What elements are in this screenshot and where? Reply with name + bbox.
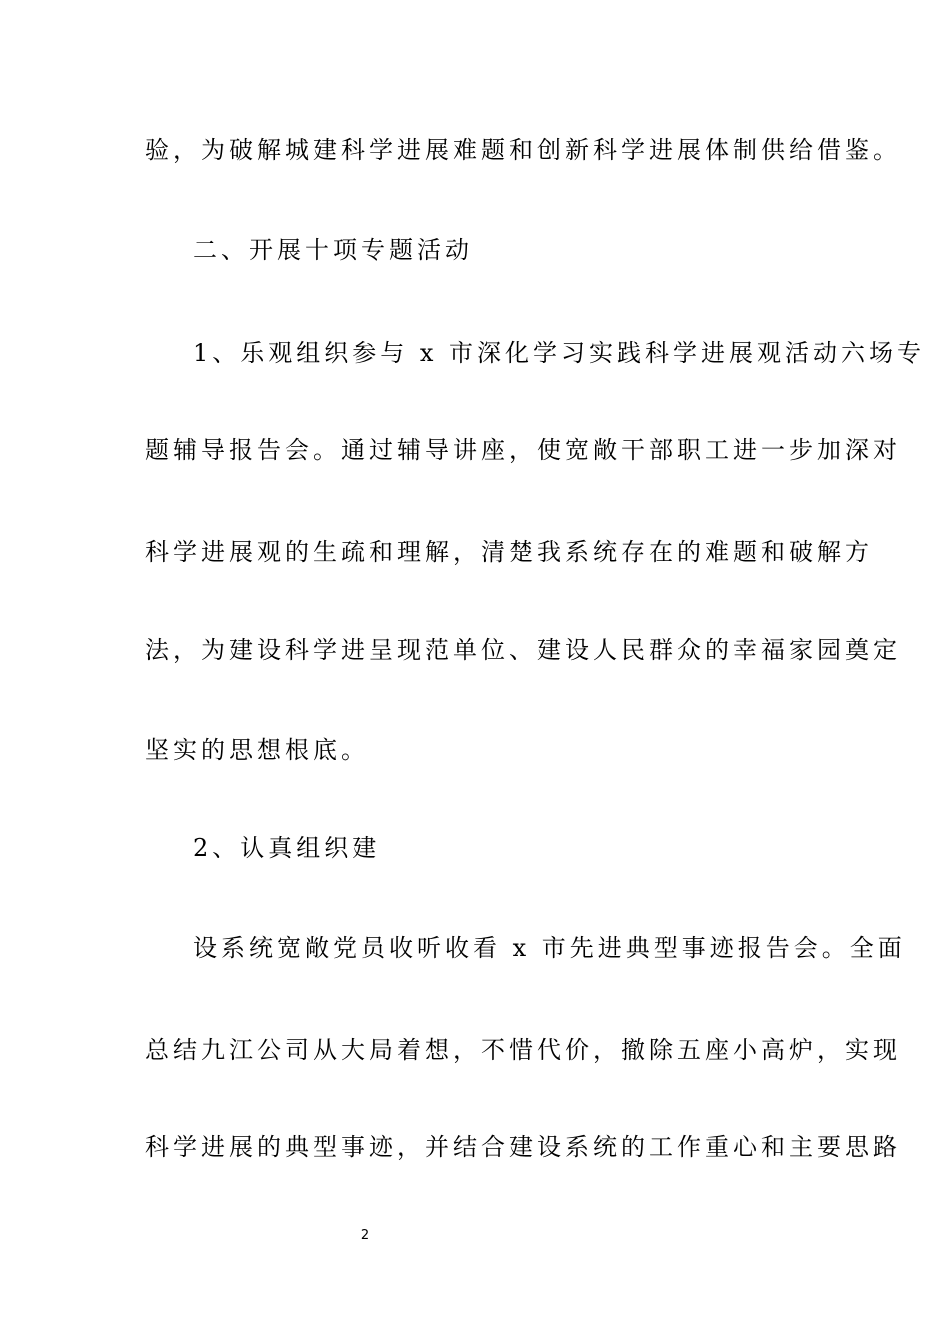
list-item-heading: 2、认真组织建 — [193, 834, 381, 862]
paragraph-line: 题辅导报告会。通过辅导讲座，使宽敞干部职工进一步加深对 — [145, 436, 901, 464]
paragraph-line: 总结九江公司从大局着想，不惜代价，撤除五座小高炉，实现 — [145, 1036, 901, 1064]
paragraph-line: 法，为建设科学进呈现范单位、建设人民群众的幸福家园奠定 — [145, 636, 901, 664]
paragraph-line: 科学进展观的生疏和理解，清楚我系统存在的难题和破解方 — [145, 538, 873, 566]
paragraph-line: 1、乐观组织参与 x 市深化学习实践科学进展观活动六场专 — [193, 339, 926, 367]
paragraph-line: 科学进展的典型事迹，并结合建设系统的工作重心和主要思路 — [145, 1133, 901, 1161]
page-number: 2 — [360, 1228, 370, 1243]
section-heading: 二、开展十项专题活动 — [193, 236, 473, 264]
paragraph-line: 坚实的思想根底。 — [145, 736, 369, 764]
paragraph-line: 设系统宽敞党员收听收看 x 市先进典型事迹报告会。全面 — [193, 934, 906, 962]
paragraph-line: 验，为破解城建科学进展难题和创新科学进展体制供给借鉴。 — [145, 136, 901, 164]
